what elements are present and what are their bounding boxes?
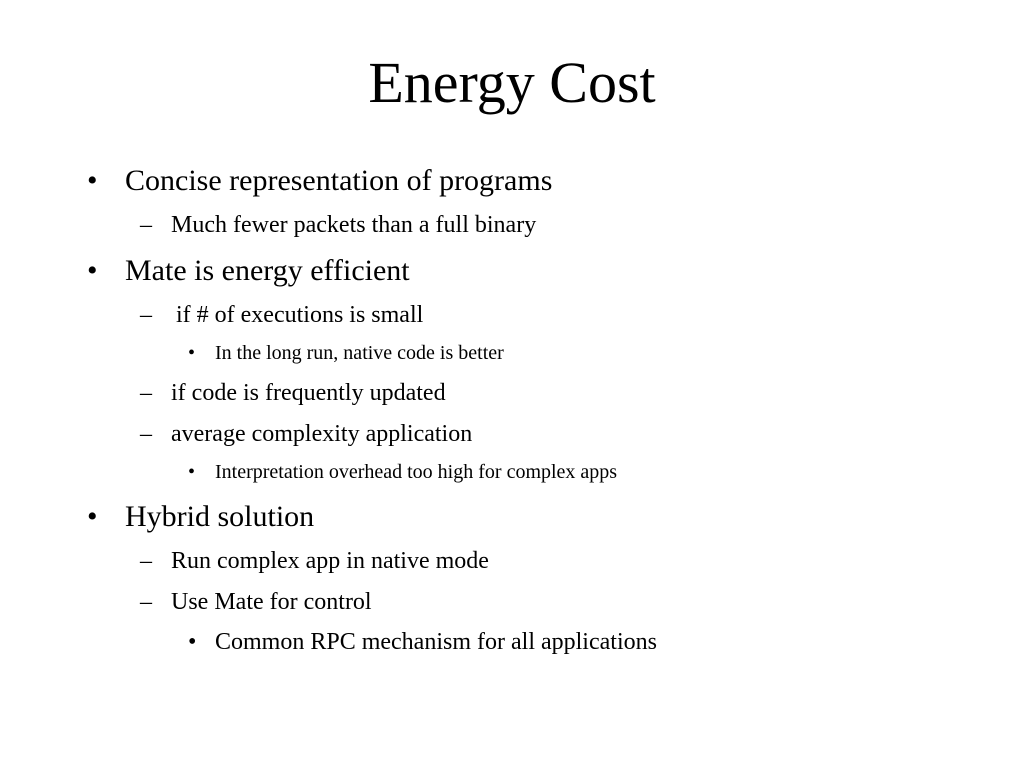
- dash-marker: –: [140, 302, 152, 328]
- sub-sub-item-text: Interpretation overhead too high for complex apps: [215, 461, 618, 483]
- bullet-marker: •: [87, 500, 98, 533]
- sub-sub-item-text: Common RPC mechanism for all applications: [215, 629, 657, 655]
- bullet-marker: •: [87, 254, 98, 287]
- sub-item-text: Much fewer packets than a full binary: [171, 212, 537, 238]
- bullet-text: Hybrid solution: [125, 500, 315, 533]
- sub-item-text: Use Mate for control: [171, 589, 372, 615]
- dash-marker: –: [140, 589, 152, 615]
- bullet-marker: •: [188, 461, 196, 483]
- bullet-marker: •: [188, 342, 196, 364]
- dash-marker: –: [140, 212, 152, 238]
- sub-item-text: Run complex app in native mode: [171, 548, 489, 574]
- dash-marker: –: [140, 421, 152, 447]
- sub-item-text: if code is frequently updated: [171, 380, 446, 406]
- sub-item-text: if # of executions is small: [176, 302, 424, 328]
- sub-sub-item-text: In the long run, native code is better: [215, 342, 504, 364]
- bullet-marker: •: [87, 164, 98, 197]
- slide-title: Energy Cost: [368, 50, 656, 115]
- bullet-text: Mate is energy efficient: [125, 254, 410, 287]
- bullet-marker: •: [188, 629, 197, 655]
- sub-item-text: average complexity application: [171, 421, 473, 447]
- dash-marker: –: [140, 548, 152, 574]
- bullet-text: Concise representation of programs: [125, 164, 553, 197]
- dash-marker: –: [140, 380, 152, 406]
